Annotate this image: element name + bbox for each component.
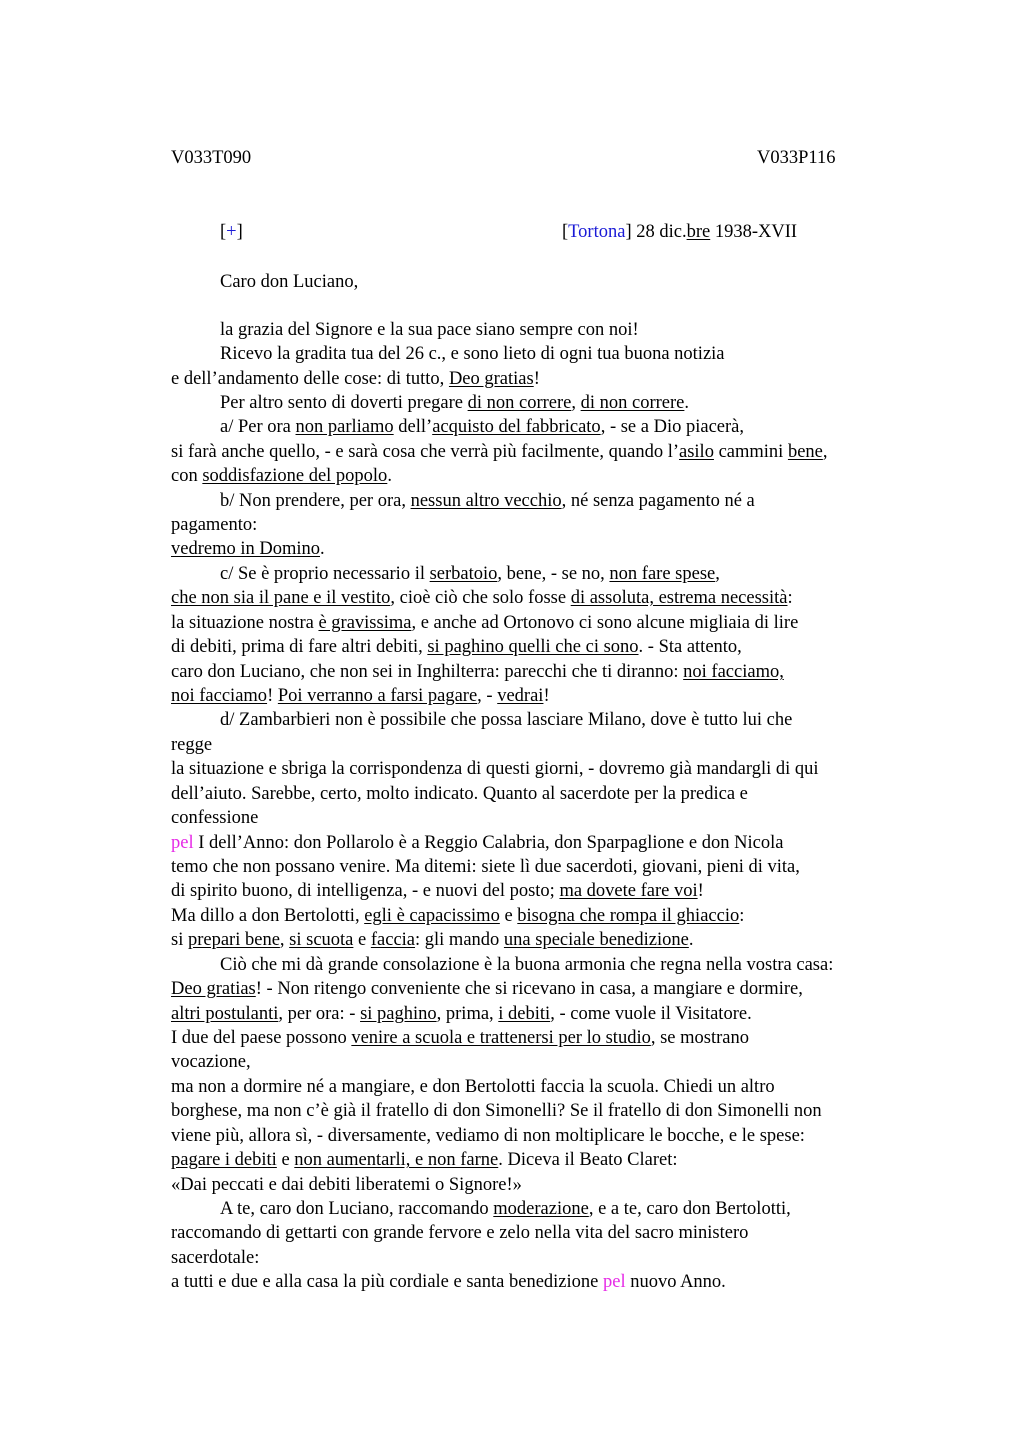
letter-line bbox=[220, 270, 358, 294]
text-segment: . bbox=[320, 539, 325, 559]
text-segment: viene più, allora sì, - diversamente, vediamo di non moltiplicare le bocche, e le spese: bbox=[171, 1126, 805, 1146]
text-segment: , bbox=[279, 930, 290, 950]
letter-line bbox=[171, 977, 803, 1001]
text-segment: e dell’andamento delle cose: di tutto, bbox=[171, 369, 449, 389]
text-segment: , e anche ad Ortonovo ci sono alcune migliaia di lire bbox=[411, 613, 799, 633]
place-bracket-open: [ bbox=[562, 222, 569, 242]
text-segment: b/ Non prendere, per ora, bbox=[220, 491, 411, 511]
text-segment: di spirito buono, di intelligenza, - e nuovi del posto; bbox=[171, 881, 560, 901]
underlined-text: si scuota bbox=[289, 930, 354, 950]
text-segment: nuovo Anno. bbox=[625, 1272, 726, 1292]
text-segment: , e a te, caro don Bertolotti, bbox=[588, 1199, 791, 1219]
underlined-text: pagare i debiti bbox=[171, 1150, 277, 1170]
text-segment: , - se a Dio piacerà, bbox=[600, 417, 744, 437]
text-segment: : bbox=[787, 588, 793, 608]
letter-line bbox=[171, 635, 742, 659]
text-segment: Ma dillo a don Bertolotti, bbox=[171, 906, 365, 926]
underlined-text: non aumentarli, e non farne bbox=[294, 1150, 499, 1170]
text-segment: : bbox=[739, 906, 745, 926]
text-segment: regge bbox=[171, 735, 213, 755]
letter-line bbox=[171, 1124, 805, 1148]
underlined-text: serbatoio bbox=[429, 564, 498, 584]
underlined-text: altri postulanti bbox=[171, 1004, 279, 1024]
letter-line bbox=[171, 513, 257, 537]
text-segment: d/ Zambarbieri non è possibile che possa lasciare Milano, dove è tutto lui che bbox=[220, 710, 793, 730]
underlined-text: noi facciamo bbox=[171, 686, 268, 706]
text-segment: , se mostrano bbox=[650, 1028, 749, 1048]
text-segment: I due del paese possono bbox=[171, 1028, 352, 1048]
letter-line bbox=[171, 733, 212, 757]
text-segment: ! bbox=[533, 369, 540, 389]
underlined-text: ma dovete fare voi bbox=[559, 881, 698, 901]
underlined-text: bene bbox=[787, 442, 823, 462]
text-segment: cammini bbox=[713, 442, 788, 462]
text-segment: Caro don Luciano, bbox=[220, 272, 359, 292]
letter-line bbox=[171, 1002, 752, 1026]
letter-line bbox=[171, 611, 798, 635]
text-segment: si farà anche quello, - e sarà cosa che verrà più facilmente, quando l’ bbox=[171, 442, 679, 462]
letter-line bbox=[220, 1197, 791, 1221]
date-abbreviation: bre bbox=[686, 222, 711, 242]
letter-line bbox=[220, 489, 755, 513]
editorial-note bbox=[220, 220, 243, 244]
text-segment: dell’aiuto. Sarebbe, certo, molto indicato. Quanto al sacerdote per la predica e bbox=[171, 784, 748, 804]
text-segment: . bbox=[387, 466, 392, 486]
text-segment: . bbox=[684, 393, 690, 413]
place-link[interactable]: Tortona bbox=[568, 222, 626, 242]
letter-line bbox=[171, 806, 258, 830]
underlined-text: acquisto del fabbricato bbox=[432, 417, 601, 437]
text-segment: , prima, bbox=[436, 1004, 499, 1024]
highlighted-word: pel bbox=[602, 1272, 626, 1292]
underlined-text: faccia bbox=[370, 930, 416, 950]
bracket-close: ] bbox=[236, 222, 243, 242]
text-segment: , bbox=[571, 393, 581, 413]
letter-line bbox=[171, 757, 819, 781]
text-segment: ! bbox=[697, 881, 704, 901]
letter-line bbox=[171, 367, 540, 391]
underlined-text: prepari bene bbox=[187, 930, 280, 950]
underlined-text: Deo gratias bbox=[448, 369, 534, 389]
letter-line bbox=[171, 879, 704, 903]
letter-line bbox=[220, 415, 744, 439]
letter-line bbox=[171, 1173, 522, 1197]
underlined-text: si paghino bbox=[360, 1004, 437, 1024]
text-segment: , bbox=[822, 442, 828, 462]
date-year: 1938-XVII bbox=[710, 222, 798, 242]
underlined-text: vedremo in Domino bbox=[171, 539, 321, 559]
underlined-text: di assoluta, estrema necessità bbox=[570, 588, 788, 608]
letter-line bbox=[171, 1246, 259, 1270]
letter-line bbox=[220, 953, 833, 977]
underlined-text: è gravissima bbox=[318, 613, 412, 633]
letter-line bbox=[171, 684, 550, 708]
letter-line bbox=[220, 562, 720, 586]
expand-note-link[interactable]: + bbox=[226, 222, 237, 242]
letter-line bbox=[171, 928, 693, 952]
letter-line bbox=[220, 318, 639, 342]
text-segment: A te, caro don Luciano, raccomando bbox=[220, 1199, 494, 1219]
text-segment: con bbox=[171, 466, 203, 486]
document-code-left: V033T090 bbox=[171, 148, 252, 168]
underlined-text: venire a scuola e trattenersi per lo studio bbox=[351, 1028, 651, 1048]
text-segment: Ricevo la gradita tua del 26 c., e sono lieto di ogni tua buona notizia bbox=[220, 344, 725, 364]
text-segment: , cioè ciò che solo fosse bbox=[390, 588, 571, 608]
letter-line bbox=[171, 660, 784, 684]
underlined-text: soddisfazione del popolo bbox=[202, 466, 388, 486]
text-segment: ma non a dormire né a mangiare, e don Bertolotti faccia la scuola. Chiedi un altro bbox=[171, 1077, 775, 1097]
letter-line bbox=[171, 904, 744, 928]
underlined-text: egli è capacissimo bbox=[364, 906, 500, 926]
text-segment: temo che non possano venire. Ma ditemi: siete lì due sacerdoti, giovani, pieni di vita, bbox=[171, 857, 800, 877]
underlined-text: asilo bbox=[679, 442, 714, 462]
text-segment: I dell’Anno: don Pollarolo è a Reggio Calabria, don Sparpaglione e don Nicola bbox=[193, 833, 784, 853]
text-segment: , - come vuole il Visitatore. bbox=[550, 1004, 752, 1024]
underlined-text: di non correre bbox=[580, 393, 685, 413]
bracket-open: [ bbox=[220, 222, 227, 242]
text-segment: sacerdotale: bbox=[171, 1248, 260, 1268]
text-segment: , - bbox=[477, 686, 498, 706]
underlined-text: si paghino quelli che ci sono bbox=[427, 637, 639, 657]
letter-line bbox=[220, 391, 689, 415]
text-segment: a tutti e due e alla casa la più cordiale e santa benedizione bbox=[171, 1272, 603, 1292]
text-segment: «Dai peccati e dai debiti liberatemi o Signore!» bbox=[171, 1175, 522, 1195]
text-segment: caro don Luciano, che non sei in Inghilterra: parecchi che ti diranno: bbox=[171, 662, 684, 682]
text-segment: , bene, - se no, bbox=[497, 564, 610, 584]
text-segment: la grazia del Signore e la sua pace siano sempre con noi! bbox=[220, 320, 639, 340]
text-segment: : gli mando bbox=[415, 930, 504, 950]
letter-line bbox=[220, 708, 792, 732]
letter-line bbox=[171, 1075, 775, 1099]
letter-line bbox=[171, 831, 783, 855]
text-segment: di debiti, prima di fare altri debiti, bbox=[171, 637, 428, 657]
text-segment: Ciò che mi dà grande consolazione è la buona armonia che regna nella vostra casa: bbox=[220, 955, 834, 975]
underlined-text: non parliamo bbox=[295, 417, 394, 437]
text-segment: la situazione e sbriga la corrispondenza di questi giorni, - dovremo già mandargli di qui bbox=[171, 759, 819, 779]
text-segment: borghese, ma non c’è già il fratello di don Simonelli? Se il fratello di don Simonelli non bbox=[171, 1101, 822, 1121]
letter-line bbox=[171, 537, 325, 561]
letter-line bbox=[171, 1050, 251, 1074]
underlined-text: bisogna che rompa il ghiaccio bbox=[517, 906, 740, 926]
dateline bbox=[562, 220, 797, 244]
text-segment: . - Sta attento, bbox=[638, 637, 742, 657]
letter-line bbox=[220, 342, 725, 366]
text-segment: ! bbox=[543, 686, 550, 706]
text-segment: , per ora: - bbox=[278, 1004, 361, 1024]
text-segment: e bbox=[276, 1150, 295, 1170]
text-segment: a/ Per ora bbox=[220, 417, 296, 437]
underlined-text: vedrai bbox=[497, 686, 544, 706]
underlined-text: non fare spese bbox=[609, 564, 716, 584]
underlined-text: i debiti bbox=[498, 1004, 551, 1024]
text-segment: Per altro sento di doverti pregare bbox=[220, 393, 468, 413]
date-text: ] 28 dic. bbox=[625, 222, 687, 242]
text-segment: pagamento: bbox=[171, 515, 258, 535]
letter-line bbox=[171, 1026, 749, 1050]
text-segment: raccomando di gettarti con grande fervore e zelo nella vita del sacro ministero bbox=[171, 1223, 749, 1243]
highlighted-word: pel bbox=[171, 833, 194, 853]
letter-line bbox=[171, 586, 793, 610]
underlined-text: Deo gratias bbox=[171, 979, 256, 999]
text-segment: dell’ bbox=[393, 417, 433, 437]
text-segment: . Diceva il Beato Claret: bbox=[498, 1150, 678, 1170]
letter-line bbox=[171, 464, 392, 488]
text-segment: e bbox=[353, 930, 371, 950]
underlined-text: moderazione bbox=[493, 1199, 589, 1219]
letter-line bbox=[171, 782, 748, 806]
text-segment: , bbox=[715, 564, 720, 584]
text-segment: vocazione, bbox=[171, 1052, 251, 1072]
text-segment: ! - Non ritengo conveniente che si ricevano in casa, a mangiare e dormire, bbox=[255, 979, 803, 999]
underlined-text: che non sia il pane e il vestito bbox=[171, 588, 391, 608]
text-segment: , né senza pagamento né a bbox=[561, 491, 755, 511]
letter-line bbox=[171, 1099, 822, 1123]
underlined-text: noi facciamo, bbox=[683, 662, 784, 682]
text-segment: si bbox=[171, 930, 188, 950]
letter-line bbox=[171, 855, 800, 879]
text-segment: la situazione nostra bbox=[171, 613, 319, 633]
letter-line bbox=[171, 440, 828, 464]
text-segment: . bbox=[688, 930, 694, 950]
text-segment: c/ Se è proprio necessario il bbox=[220, 564, 430, 584]
text-segment: ! bbox=[267, 686, 278, 706]
text-segment: e bbox=[499, 906, 518, 926]
underlined-text: Poi verranno a farsi pagare bbox=[277, 686, 478, 706]
letter-line bbox=[171, 1221, 748, 1245]
underlined-text: di non correre bbox=[467, 393, 572, 413]
underlined-text: nessun altro vecchio bbox=[410, 491, 562, 511]
letter-line bbox=[171, 1270, 726, 1294]
text-segment: confessione bbox=[171, 808, 259, 828]
letter-line bbox=[171, 1148, 678, 1172]
underlined-text: una speciale benedizione bbox=[503, 930, 689, 950]
document-code-right: V033P116 bbox=[757, 148, 836, 168]
